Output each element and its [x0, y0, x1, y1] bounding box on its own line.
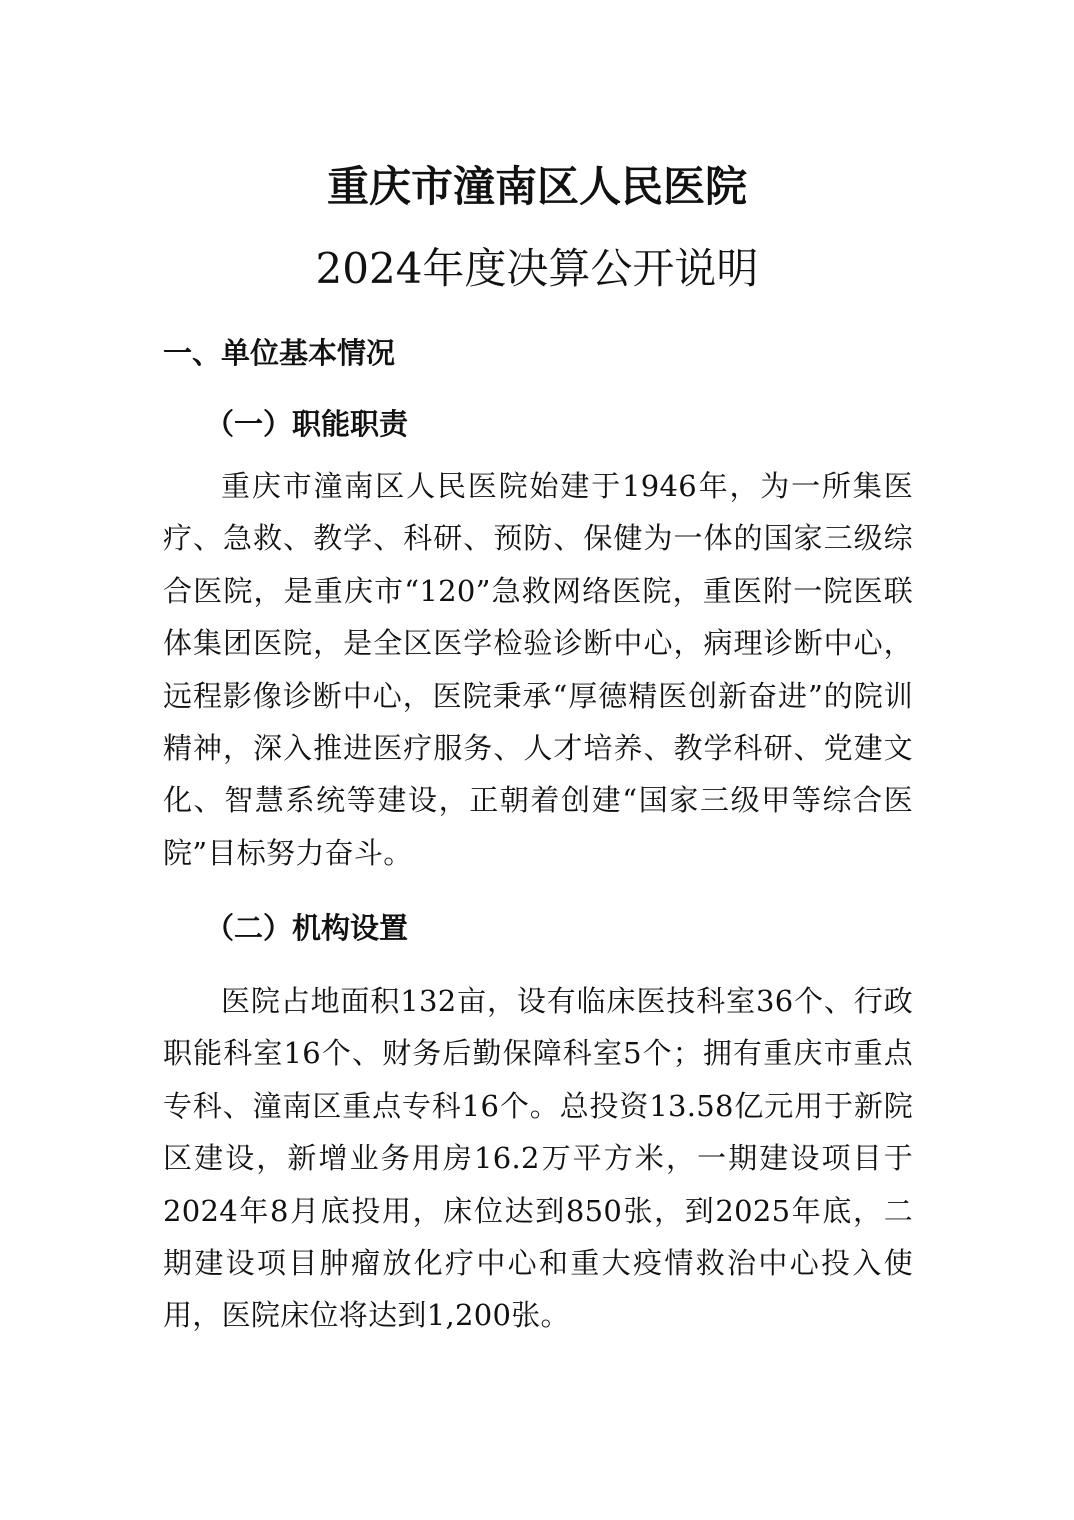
subsection-heading-organization: （二）机构设置	[205, 911, 409, 945]
section-heading-basic-info: 一、单位基本情况	[163, 336, 396, 370]
paragraph-functions: 重庆市潼南区人民医院始建于1946年，为一所集医疗、急救、教学、科研、预防、保健为一体的国家三级综合医院，是重庆市“120”急救网络医院，重医附一院医联体集团医院，是全区医学检验诊断中心，病理诊断中心，远程影像诊断中心，医院秉承“厚德精医创新奋进”的院训精神，深入推进医疗服务、人才培养、教学科研、党建文化、智慧系统等建设，正朝着创建“国家三级甲等综合医院”目标努力奋斗。	[163, 469, 913, 870]
subsection-heading-functions: （一）职能职责	[205, 407, 409, 441]
document-subtitle: 2024年度决算公开说明	[315, 244, 759, 293]
document-title: 重庆市潼南区人民医院	[326, 162, 747, 211]
paragraph-organization: 医院占地面积132亩，设有临床医技科室36个、行政职能科室16个、财务后勤保障科室5个；拥有重庆市重点专科、潼南区重点专科16个。总投资13.58亿元用于新院区建设，新增业务用房16.2万平方米，一期建设项目于2024年8月底投用，床位达到850张，到2025年底，二期建设项目肿瘤放化疗中心和重大疫情救治中心投入使用，医院床位将达到1,200张。	[163, 984, 913, 1333]
